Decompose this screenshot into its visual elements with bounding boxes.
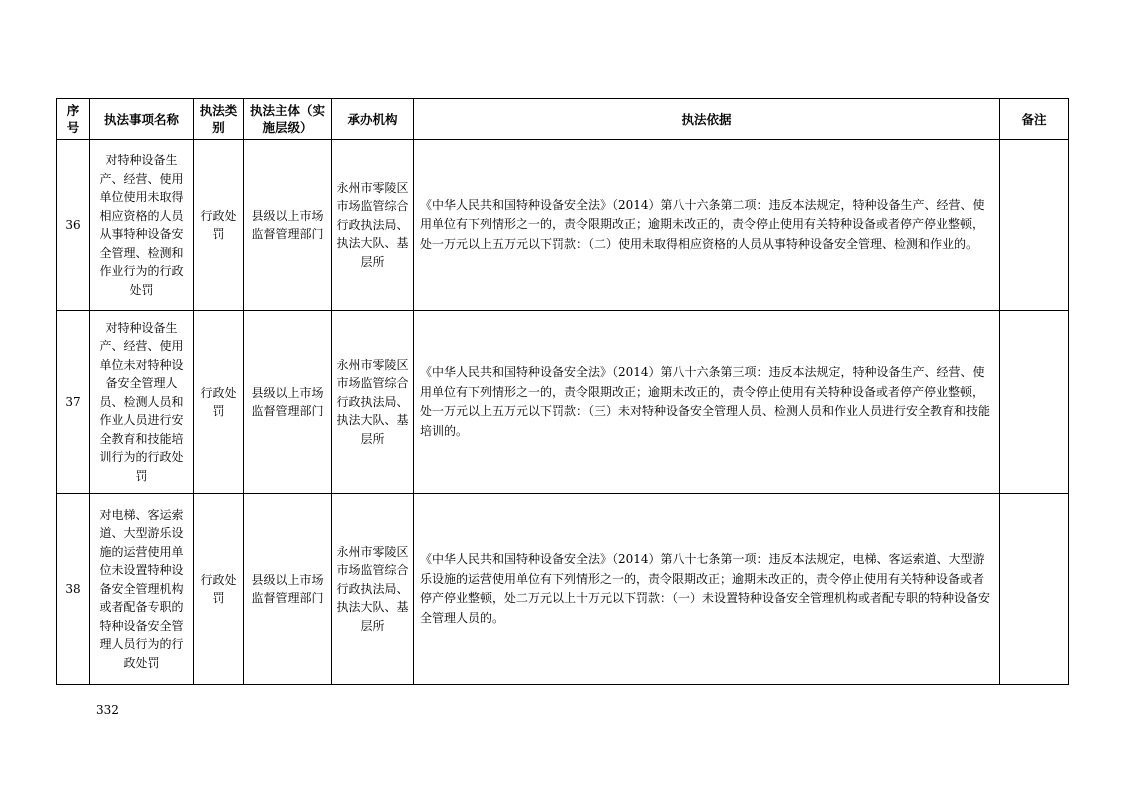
- cell-agency: 永州市零陵区市场监管综合行政执法局、执法大队、基层所: [332, 494, 414, 685]
- header-item-name: 执法事项名称: [90, 99, 194, 140]
- header-remarks: 备注: [1000, 99, 1069, 140]
- header-agency: 承办机构: [332, 99, 414, 140]
- header-basis: 执法依据: [414, 99, 1000, 140]
- cell-remarks: [1000, 494, 1069, 685]
- cell-basis: 《中华人民共和国特种设备安全法》（2014）第八十六条第三项：违反本法规定，特种设备生产、经营、使用单位有下列情形之一的，责令限期改正；逾期未改正的，责令停止使用有关特种设备或者停产停业整顿，处一万元以上五万元以下罚款：（三）未对特种设备安全管理人员、检测人员和作业人员进行安全教育和技能培训的。: [414, 311, 1000, 494]
- header-seq: 序号: [57, 99, 90, 140]
- header-category: 执法类别: [194, 99, 244, 140]
- cell-agency: 永州市零陵区市场监管综合行政执法局、执法大队、基层所: [332, 311, 414, 494]
- cell-category: 行政处罚: [194, 140, 244, 311]
- cell-category: 行政处罚: [194, 494, 244, 685]
- cell-subject: 县级以上市场监督管理部门: [244, 311, 332, 494]
- cell-agency: 永州市零陵区市场监管综合行政执法局、执法大队、基层所: [332, 140, 414, 311]
- cell-remarks: [1000, 311, 1069, 494]
- table-row: [57, 311, 1069, 494]
- cell-category: 行政处罚: [194, 311, 244, 494]
- law-enforcement-table: [56, 98, 1069, 685]
- cell-item-name: 对特种设备生产、经营、使用单位使用未取得相应资格的人员从事特种设备安全管理、检测和作业行为的行政处罚: [90, 140, 194, 311]
- cell-remarks: [1000, 140, 1069, 311]
- cell-seq: 37: [57, 311, 90, 494]
- page-number: 332: [96, 703, 119, 717]
- table-header-row: [57, 99, 1069, 140]
- cell-item-name: 对特种设备生产、经营、使用单位未对特种设备安全管理人员、检测人员和作业人员进行安全教育和技能培训行为的行政处罚: [90, 311, 194, 494]
- header-subject: 执法主体（实施层级）: [244, 99, 332, 140]
- cell-item-name: 对电梯、客运索道、大型游乐设施的运营使用单位未设置特种设备安全管理机构或者配备专职的特种设备安全管理人员行为的行政处罚: [90, 494, 194, 685]
- cell-subject: 县级以上市场监督管理部门: [244, 494, 332, 685]
- table-row: [57, 494, 1069, 685]
- cell-seq: 36: [57, 140, 90, 311]
- cell-basis: 《中华人民共和国特种设备安全法》（2014）第八十七条第一项：违反本法规定，电梯、客运索道、大型游乐设施的运营使用单位有下列情形之一的，责令限期改正；逾期未改正的，责令停止使用有关特种设备或者停产停业整顿，处二万元以上十万元以下罚款：（一）未设置特种设备安全管理机构或者配专职的特种设备安全管理人员的。: [414, 494, 1000, 685]
- cell-subject: 县级以上市场监督管理部门: [244, 140, 332, 311]
- cell-basis: 《中华人民共和国特种设备安全法》（2014）第八十六条第二项：违反本法规定，特种设备生产、经营、使用单位有下列情形之一的，责令限期改正；逾期未改正的，责令停止使用有关特种设备或者停产停业整顿，处一万元以上五万元以下罚款：（二）使用未取得相应资格的人员从事特种设备安全管理、检测和作业的。: [414, 140, 1000, 311]
- cell-seq: 38: [57, 494, 90, 685]
- table-row: [57, 140, 1069, 311]
